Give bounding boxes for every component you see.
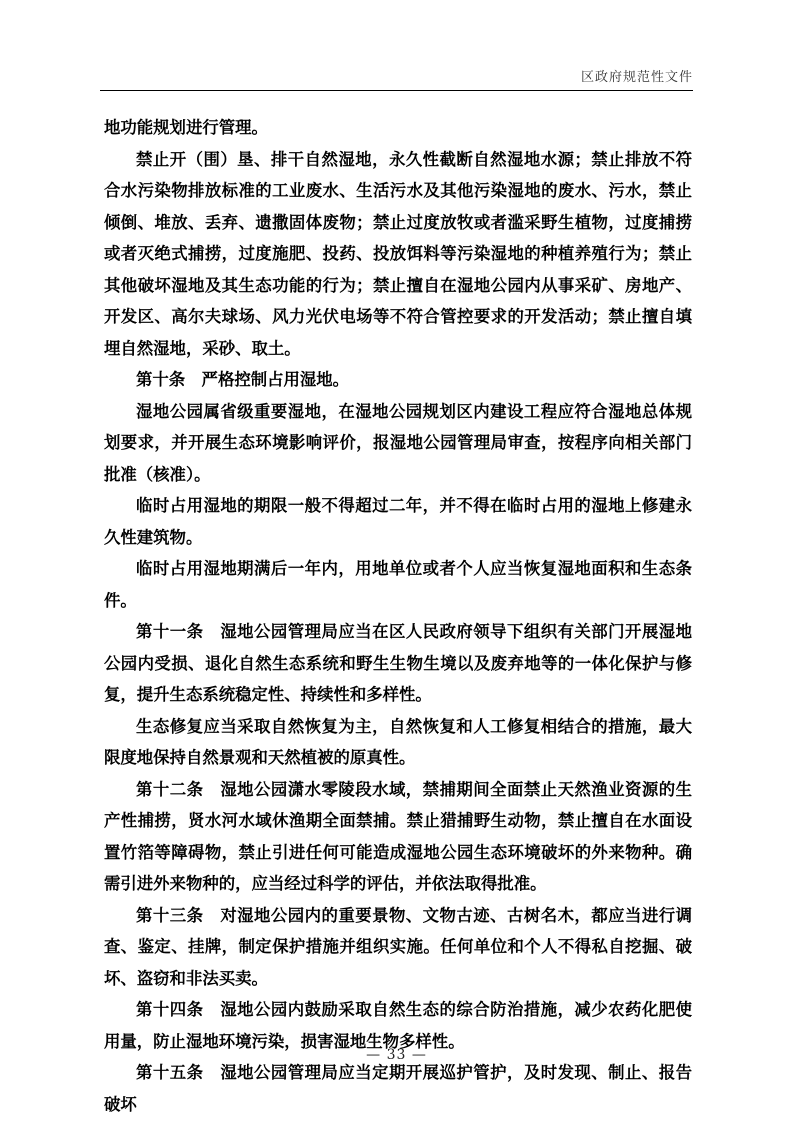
paragraph-restoration-after-occupation: 临时占用湿地期满后一年内，用地单位或者个人应当恢复湿地面积和生态条件。 [104, 559, 692, 610]
paragraph-ecological-restoration: 生态修复应当采取自然恢复为主，自然恢复和人工修复相结合的措施，最大限度地保持自然景观和天然植被的原真性。 [104, 716, 692, 767]
paragraph-continuation: 地功能规划进行管理。 [104, 118, 268, 137]
article-12: 第十二条 湿地公园潇水零陵段水域，禁捕期间全面禁止天然渔业资源的生产性捕捞，贤水河水域休渔期全面禁捕。禁止猎捕野生动物，禁止擅自在水面设置竹箔等障碍物，禁止引进任何可能造成湿地公园生态环境破坏的外来物种。确需引进外来物种的，应当经过科学的评估，并依法取得批准。 [104, 779, 692, 893]
document-body [104, 112, 692, 1120]
paragraph-construction-approval: 湿地公园属省级重要湿地，在湿地公园规划区内建设工程应符合湿地总体规划要求，并开展生态环境影响评价，报湿地公园管理局审查，按程序向相关部门批准（核准）。 [104, 401, 692, 484]
document-category-title: 区政府规范性文件 [580, 70, 693, 85]
paragraph-temporary-occupation: 临时占用湿地的期限一般不得超过二年，并不得在临时占用的湿地上修建永久性建筑物。 [104, 496, 692, 547]
article-13: 第十三条 对湿地公园内的重要景物、文物古迹、古树名木，都应当进行调查、鉴定、挂牌，制定保护措施并组织实施。任何单位和个人不得私自挖掘、破坏、盗窃和非法买卖。 [104, 905, 692, 988]
article-14: 第十四条 湿地公园内鼓励采取自然生态的综合防治措施，减少农药化肥使用量，防止湿地环境污染，损害湿地生物多样性。 [104, 1000, 692, 1051]
article-15: 第十五条 湿地公园管理局应当定期开展巡护管护，及时发现、制止、报告破坏 [104, 1063, 692, 1114]
paragraph-prohibitions: 禁止开（围）垦、排干自然湿地，永久性截断自然湿地水源；禁止排放不符合水污染物排放标准的工业废水、生活污水及其他污染湿地的废水、污水，禁止倾倒、堆放、丢弃、遗撒固体废物；禁止过度放牧或者滥采野生植物，过度捕捞或者灭绝式捕捞，过度施肥、投药、投放饵料等污染湿地的种植养殖行为；禁止其他破坏湿地及其生态功能的行为；禁止擅自在湿地公园内从事采矿、房地产、开发区、高尔夫球场、风力光伏电场等不符合管控要求的开发活动；禁止擅自填埋自然湿地，采砂、取土。 [104, 149, 692, 358]
page-header [100, 64, 693, 91]
article-11: 第十一条 湿地公园管理局应当在区人民政府领导下组织有关部门开展湿地公园内受损、退化自然生态系统和野生生物生境以及废弃地等的一体化保护与修复，提升生态系统稳定性、持续性和多样性。 [104, 622, 692, 704]
article-10-heading: 第十条 严格控制占用湿地。 [136, 370, 350, 389]
page-number: — 33 — [366, 1047, 427, 1063]
